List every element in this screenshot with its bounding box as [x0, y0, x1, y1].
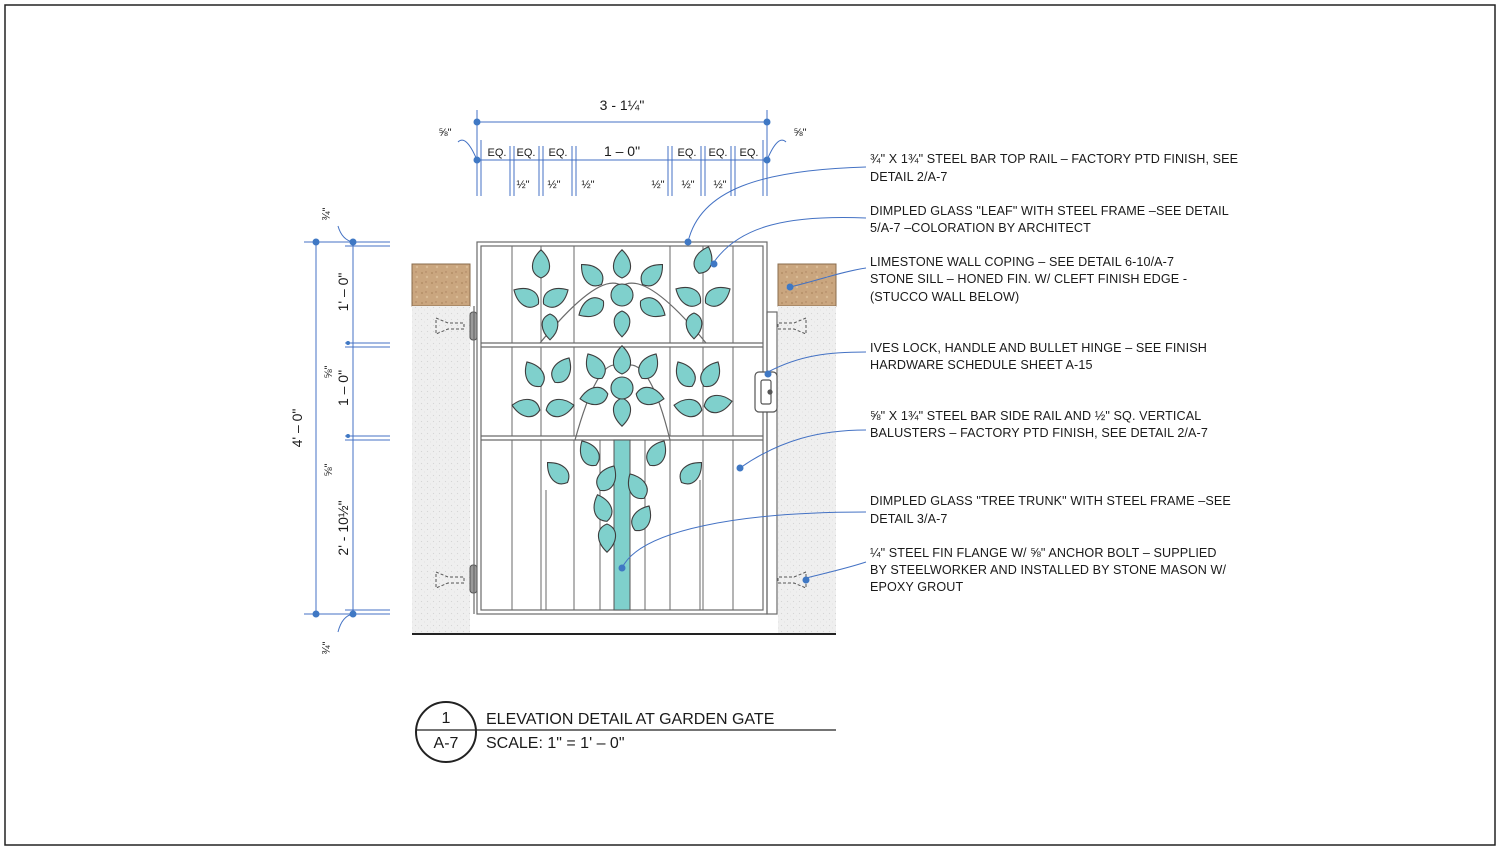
- dim-overall-height: 4' – 0": [289, 408, 305, 448]
- dim-mid-rail-1: ⅝": [323, 365, 335, 379]
- glass-leaf: [545, 397, 576, 419]
- right-stucco-wall: [778, 306, 836, 634]
- dim-eq: EQ.: [708, 147, 728, 159]
- note-line: EPOXY GROUT: [870, 580, 964, 594]
- title-block: [416, 702, 836, 762]
- dim-left-end: ⅝": [438, 127, 452, 139]
- note-line: BY STEELWORKER AND INSTALLED BY STONE MASON W/: [870, 563, 1227, 577]
- glass-tree-trunk: [614, 440, 630, 610]
- dim-bottom-rail: ¾": [321, 641, 333, 655]
- dim-mid-rail-2: ⅝": [323, 463, 335, 477]
- dim-upper-panel: 1' – 0": [335, 272, 351, 312]
- note-line: (STUCCO WALL BELOW): [870, 290, 1020, 304]
- glass-leaf: [635, 385, 666, 407]
- note-side-rail: [870, 409, 1208, 440]
- note-line: ⅝" X 1¾" STEEL BAR SIDE RAIL AND ½" SQ. VERTICAL: [870, 409, 1202, 423]
- glass-leaf: [635, 350, 664, 383]
- glass-leaf: [542, 314, 558, 340]
- dim-eq: EQ.: [516, 147, 536, 159]
- dim-eq: EQ.: [487, 147, 507, 159]
- glass-leaf: [541, 456, 573, 488]
- glass-leaf: [691, 244, 717, 276]
- glass-leaf: [611, 377, 633, 399]
- glass-leaf: [628, 502, 657, 535]
- glass-leaf: [580, 350, 609, 383]
- glass-leaf: [574, 437, 603, 470]
- glass-leaf: [575, 294, 608, 323]
- glass-leaf: [511, 397, 542, 419]
- note-glass-leaf: [870, 204, 1229, 235]
- dim-half-inch: ½": [651, 179, 665, 191]
- note-fin-flange: [870, 546, 1227, 594]
- glass-leaf: [532, 250, 549, 278]
- note-tree-trunk: [870, 494, 1231, 526]
- glass-leaf: [539, 282, 572, 311]
- note-line: BALUSTERS – FACTORY PTD FINISH, SEE DETAIL 2/A-7: [870, 426, 1208, 440]
- glass-leaf: [589, 492, 615, 524]
- note-line: DIMPLED GLASS "TREE TRUNK" WITH STEEL FRAME –SEE: [870, 494, 1231, 508]
- gate-lock: [755, 372, 777, 412]
- note-line: IVES LOCK, HANDLE AND BULLET HINGE – SEE FINISH: [870, 341, 1207, 355]
- detail-scale: SCALE: 1" = 1' – 0": [486, 735, 625, 752]
- glass-leaf: [703, 393, 734, 415]
- dim-half-inch: ½": [581, 179, 595, 191]
- dim-eq: EQ.: [677, 147, 697, 159]
- left-wall: [412, 264, 470, 634]
- dim-overall-width: 3 - 1¼": [599, 97, 645, 113]
- glass-leaf: [613, 398, 630, 426]
- glass-leaf: [613, 250, 630, 278]
- dim-half-inch: ½": [516, 179, 530, 191]
- dim-half-inch: ½": [681, 179, 695, 191]
- left-stone-coping: [412, 264, 470, 306]
- detail-sheet: A-7: [433, 735, 459, 752]
- right-stone-coping: [778, 264, 836, 306]
- note-wall-coping: [870, 255, 1187, 304]
- dim-right-end: ⅝": [793, 127, 807, 139]
- note-line: DETAIL 3/A-7: [870, 512, 948, 526]
- glass-leaf: [636, 258, 668, 290]
- glass-leaf: [510, 282, 543, 311]
- left-stucco-wall: [412, 306, 470, 634]
- glass-leaf: [643, 437, 672, 470]
- glass-leaf: [697, 358, 726, 391]
- note-line: STONE SILL – HONED FIN. W/ CLEFT FINISH EDGE -: [870, 272, 1188, 286]
- dim-eq: EQ.: [548, 147, 568, 159]
- note-line: DIMPLED GLASS "LEAF" WITH STEEL FRAME –SEE DETAIL: [870, 204, 1229, 218]
- detail-title: ELEVATION DETAIL AT GARDEN GATE: [486, 711, 775, 728]
- dim-top-rail: ¾": [321, 207, 333, 221]
- note-line: HARDWARE SCHEDULE SHEET A-15: [870, 358, 1093, 372]
- note-line: 5/A-7 –COLORATION BY ARCHITECT: [870, 221, 1091, 235]
- glass-leaf: [636, 294, 669, 323]
- glass-leaf: [579, 385, 610, 407]
- dim-half-inch: ½": [547, 179, 561, 191]
- glass-leaf: [548, 354, 577, 387]
- dim-half-inch: ½": [713, 179, 727, 191]
- dim-middle-panel: 1 – 0": [335, 369, 351, 407]
- note-lock-hardware: [870, 341, 1207, 372]
- note-line: ¼" STEEL FIN FLANGE W/ ⅝" ANCHOR BOLT – SUPPLIED: [870, 546, 1217, 560]
- glass-leaf: [672, 281, 705, 310]
- note-top-rail: [870, 152, 1238, 184]
- glass-leaf: [701, 281, 734, 310]
- glass-leaf: [611, 284, 633, 306]
- glass-leaf: [614, 311, 630, 337]
- dim-center-width: 1 – 0": [603, 143, 641, 159]
- detail-number: 1: [441, 710, 451, 727]
- note-line: LIMESTONE WALL COPING – SEE DETAIL 6-10/A-7: [870, 255, 1175, 269]
- glass-leaf: [598, 524, 615, 552]
- dim-lower-panel: 2' - 10½": [335, 500, 351, 556]
- glass-leaf: [670, 358, 699, 391]
- glass-leaf: [519, 358, 548, 391]
- dim-eq: EQ.: [739, 147, 759, 159]
- glass-leaf: [613, 346, 630, 374]
- note-line: ¾" X 1¾" STEEL BAR TOP RAIL – FACTORY PTD FINISH, SEE: [870, 152, 1239, 166]
- note-line: DETAIL 2/A-7: [870, 170, 948, 184]
- glass-leaf: [673, 397, 704, 419]
